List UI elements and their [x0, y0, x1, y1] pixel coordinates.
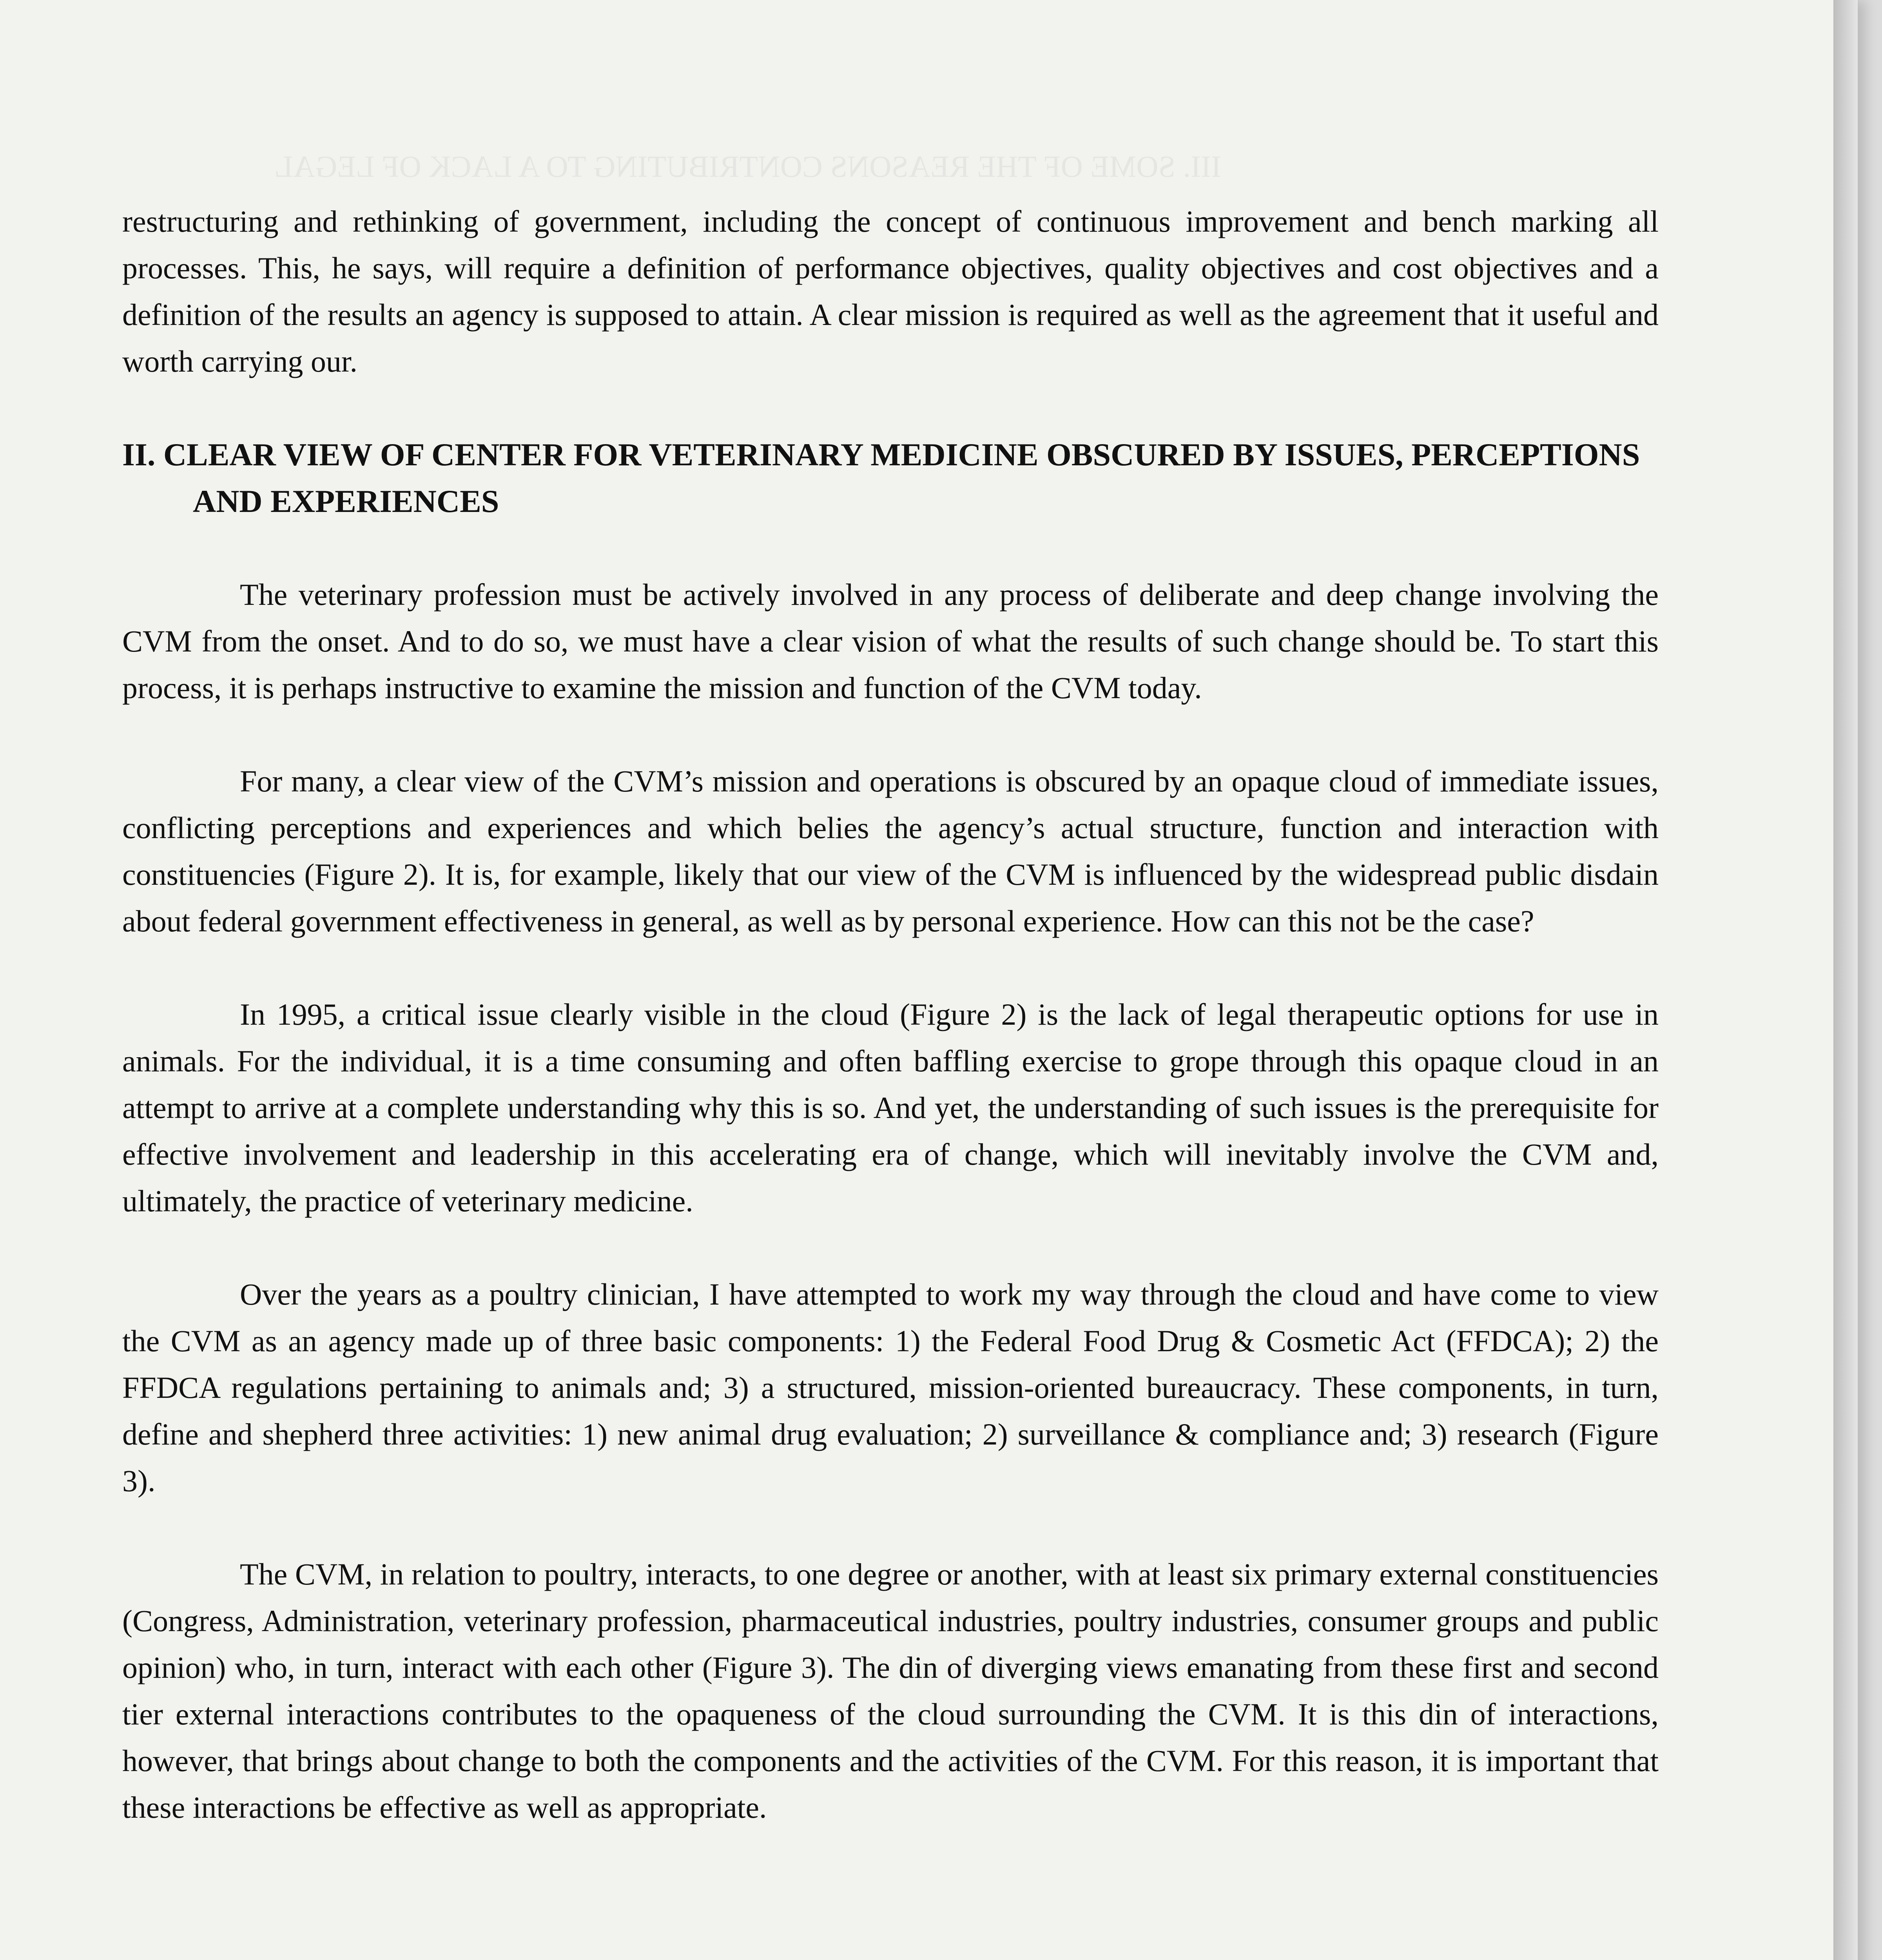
paragraph: In 1995, a critical issue clearly visible in the cloud (Figure 2) is the lack of legal therapeutic options for use in animals. For the individual, it is a time consuming and often baffling exercise to grope through this opaque cloud in an attempt to arrive at a complete understanding why this is so. And yet, the understanding of such issues is the prerequisite for effective involvement and leadership in this accelerating era of change, which will inevitably involve the CVM and, ultimately, the practice of veterinary medicine. [122, 997, 1659, 1218]
paragraph-continuation: restructuring and rethinking of government, including the concept of continuous improvement and bench marking all processes. This, he says, will require a definition of performance objectives, quality objectives and cost objectives and a definition of the results an agency is supposed to attain. A clear mission is required as well as the agreement that it useful and worth carrying our. [122, 204, 1659, 378]
paragraph: The veterinary profession must be actively involved in any process of deliberate and deep change involving the CVM from the onset. And to do so, we must have a clear vision of what the results of such change should be. To start this process, it is perhaps instructive to examine the mission and function of the CVM today. [122, 577, 1659, 705]
bleed-through-text: III. SOME OF THE REASONS CONTRIBUTING TO A LACK OF LEGAL [274, 149, 1221, 183]
section-heading: II. CLEAR VIEW OF CENTER FOR VETERINARY MEDICINE OBSCURED BY ISSUES, PERCEPTIONS AND EXPERIENCES [122, 437, 1640, 519]
paragraph: Over the years as a poultry clinician, I have attempted to work my way through the cloud and have come to view the CVM as an agency made up of three basic components: 1) the Federal Food Drug & Cosmetic Act (FFDCA); 2) the FFDCA regulations pertaining to animals and; 3) a structured, mission-oriented bureaucracy. These components, in turn, define and shepherd three activities: 1) new animal drug evaluation; 2) surveillance & compliance and; 3) research (Figure 3). [122, 1277, 1659, 1498]
page-content [122, 198, 1659, 1877]
page-edge-shadow [1833, 0, 1858, 1960]
paragraph: For many, a clear view of the CVM’s mission and operations is obscured by an opaque cloud of immediate issues, conflicting perceptions and experiences and which belies the agency’s actual structure, function and interaction with constituencies (Figure 2). It is, for example, likely that our view of the CVM is influenced by the widespread public disdain about federal government effectiveness in general, as well as by personal experience. How can this not be the case? [122, 764, 1659, 938]
paragraph: The CVM, in relation to poultry, interacts, to one degree or another, with at least six primary external constituencies (Congress, Administration, veterinary profession, pharmaceutical industries, poultry industries, consumer groups and public opinion) who, in turn, interact with each other (Figure 3). The din of diverging views emanating from these first and second tier external interactions contributes to the opaqueness of the cloud surrounding the CVM. It is this din of interactions, however, that brings about change to both the components and the activities of the CVM. For this reason, it is important that these interactions be effective as well as appropriate. [122, 1557, 1659, 1824]
